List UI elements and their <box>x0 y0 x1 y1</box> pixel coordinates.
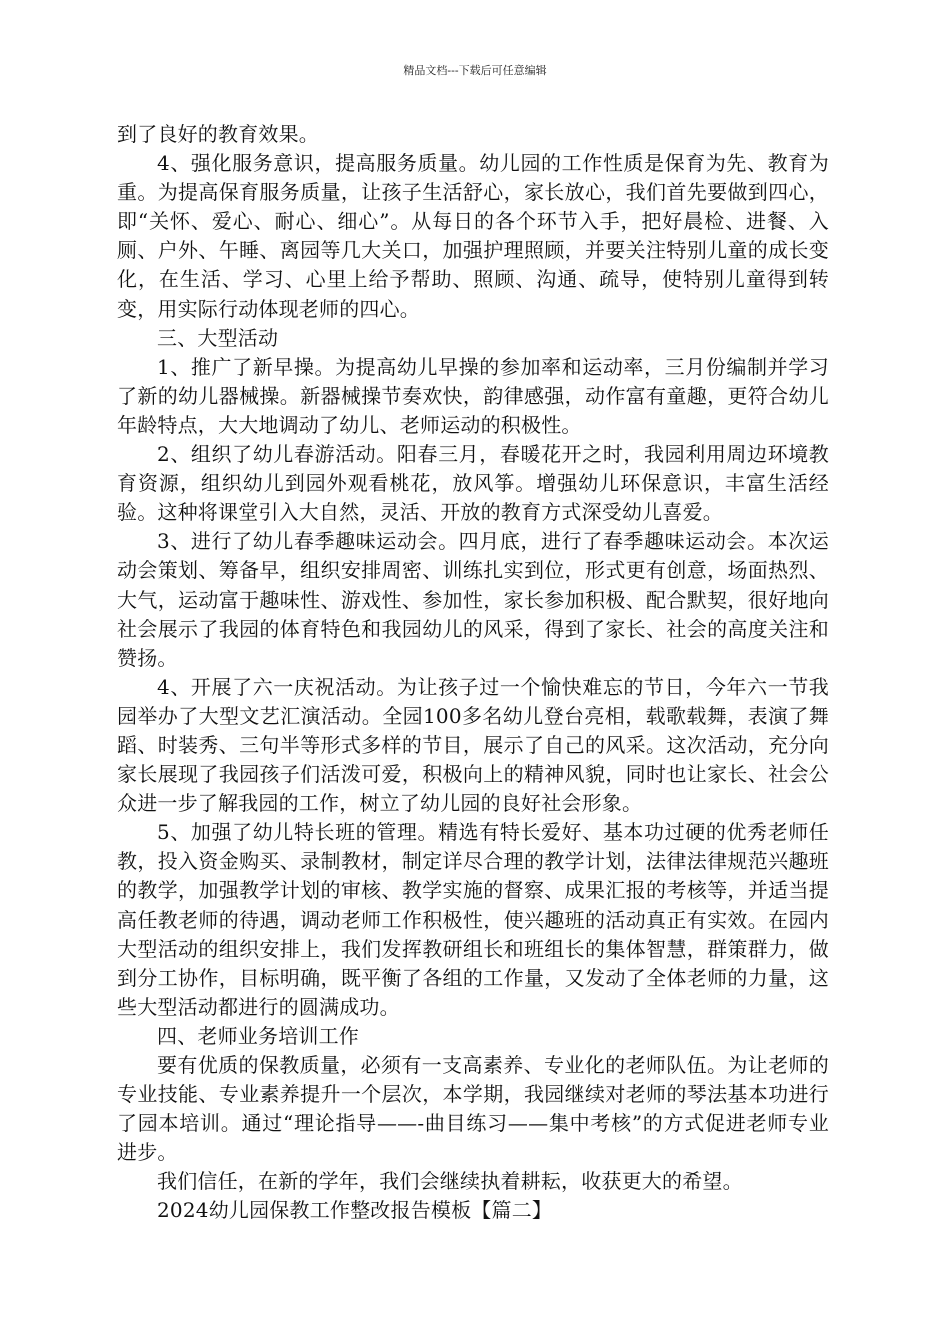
paragraph-closing: 我们信任，在新的学年，我们会继续执着耕耘，收获更大的希望。 <box>157 1169 743 1194</box>
page-header: 精品文档---下载后可任意编辑 <box>403 64 547 77</box>
paragraph-sports-meet: 3、进行了幼儿春季趣味运动会。四月底，进行了春季趣味运动会。本次运动会策划、筹备早，组织安排周密、训练扎实到位，形式更有创意，场面热烈、大气，运动富于趣味性、游戏性、参加性，家长参加积极、配合默契，很好地向社会展示了我园的体育特色和我园幼儿的风采，得到了家长、社会的高度关注和赞扬。 <box>117 529 829 670</box>
paragraph-spring-outing: 2、组织了幼儿春游活动。阳春三月，春暖花开之时，我园利用周边环境教育资源，组织幼儿到园外观看桃花，放风筝。增强幼儿环保意识，丰富生活经验。这种将课堂引入大自然，灵活、开放的教育方式深受幼儿喜爱。 <box>117 442 829 525</box>
document-title-part-two: 2024幼儿园保教工作整改报告模板【篇二】 <box>157 1198 553 1223</box>
paragraph-continuation: 到了良好的教育效果。 <box>117 122 319 146</box>
section-heading-training: 四、老师业务培训工作 <box>157 1023 359 1048</box>
paragraph-childrens-day: 4、开展了六一庆祝活动。为让孩子过一个愉快难忘的节日，今年六一节我园举办了大型文艺汇演活动。全园100多名幼儿登台亮相，载歌载舞，表演了舞蹈、时装秀、三句半等形式多样的节目，展示了自己的风采。这次活动，充分向家长展现了我园孩子们活泼可爱，积极向上的精神风貌，同时也让家长、社会公众进一步了解我园的工作，树立了幼儿园的良好社会形象。 <box>117 674 829 816</box>
document-body <box>117 120 829 1226</box>
paragraph-specialty-classes: 5、加强了幼儿特长班的管理。精选有特长爱好、基本功过硬的优秀老师任教，投入资金购买、录制教材，制定详尽合理的教学计划，法律法律规范兴趣班的教学，加强教学计划的审核、教学实施的督察、成果汇报的考核等，并适当提高任教老师的待遇，调动老师工作积极性，使兴趣班的活动真正有实效。在园内大型活动的组织安排上，我们发挥教研组长和班组长的集体智慧，群策群力，做到分工协作，目标明确，既平衡了各组的工作量，又发动了全体老师的力量，这些大型活动都进行的圆满成功。 <box>117 820 829 1019</box>
section-heading-activities: 三、大型活动 <box>157 325 279 350</box>
paragraph-teacher-training: 要有优质的保教质量，必须有一支高素养、专业化的老师队伍。为让老师的专业技能、专业素养提升一个层次，本学期，我园继续对老师的琴法基本功进行了园本培训。通过“理论指导——-曲目练习——集中考核”的方式促进老师专业进步。 <box>117 1053 829 1165</box>
paragraph-service-quality: 4、强化服务意识，提高服务质量。幼儿园的工作性质是保育为先、教育为重。为提高保育服务质量，让孩子生活舒心，家长放心，我们首先要做到四心，即“关怀、爱心、耐心、细心”。从每日的各个环节入手，把好晨检、进餐、入厕、户外、午睡、离园等几大关口，加强护理照顾，并要关注特别儿童的成长变化，在生活、学习、心里上给予帮助、照顾、沟通、疏导，使特别儿童得到转变，用实际行动体现老师的四心。 <box>117 151 829 321</box>
paragraph-morning-exercise: 1、推广了新早操。为提高幼儿早操的参加率和运动率，三月份编制并学习了新的幼儿器械操。新器械操节奏欢快，韵律感强，动作富有童趣，更符合幼儿年龄特点，大大地调动了幼儿、老师运动的积极性。 <box>117 354 829 437</box>
